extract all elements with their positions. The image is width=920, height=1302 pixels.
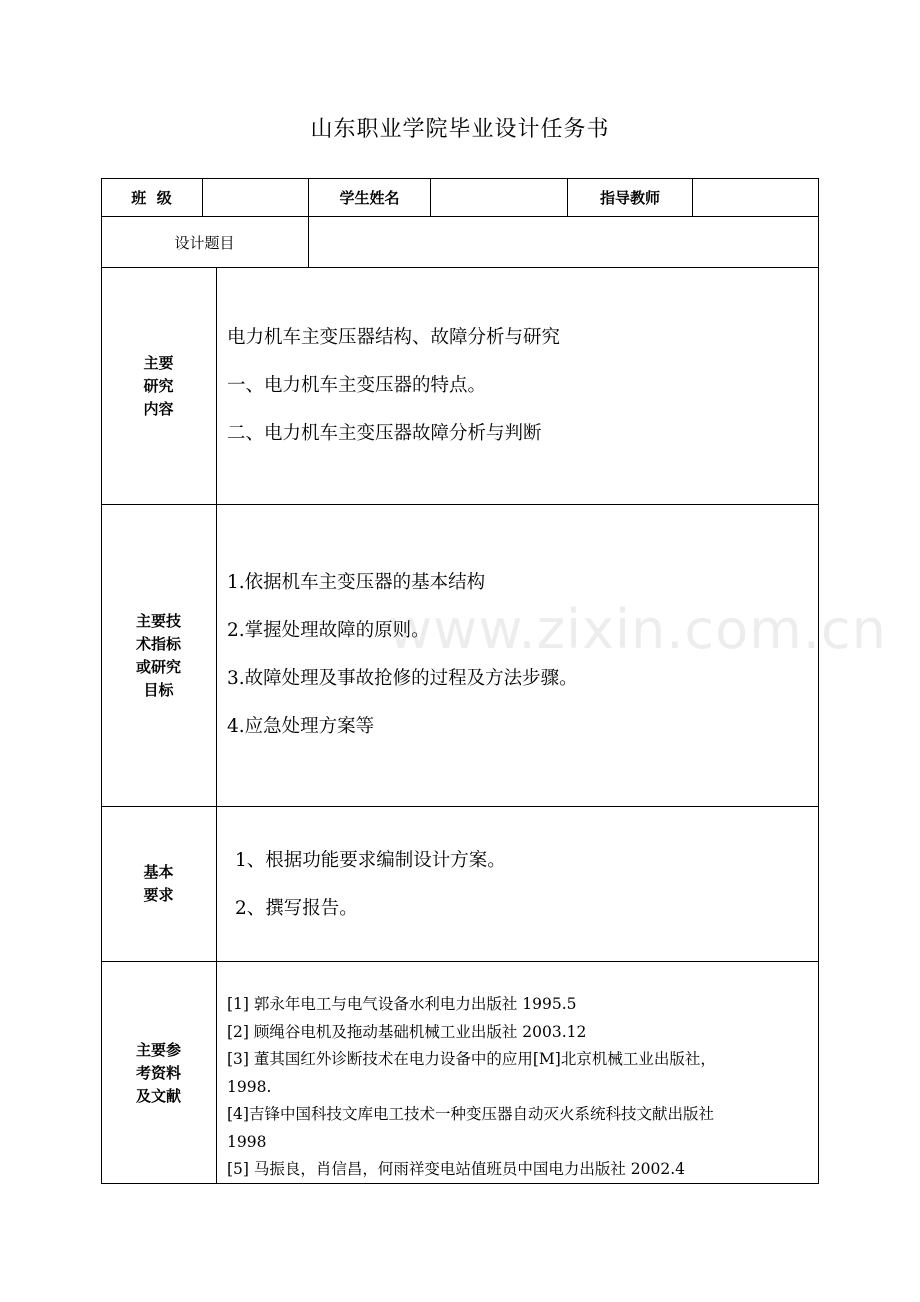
technical-targets-label-line: 术指标 xyxy=(135,634,181,653)
research-content-label-line: 主要 xyxy=(143,353,174,372)
reference-entry: 1998. xyxy=(227,1077,272,1096)
references-label-line: 主要参 xyxy=(135,1040,181,1059)
research-content-label-line: 内容 xyxy=(143,399,174,418)
technical-targets-label-line: 目标 xyxy=(143,680,174,699)
student-name-value[interactable] xyxy=(431,179,567,216)
references-label-line: 及文献 xyxy=(135,1086,181,1105)
research-content-line: 电力机车主变压器结构、故障分析与研究 xyxy=(227,327,561,348)
research-content-line: 二、电力机车主变压器故障分析与判断 xyxy=(227,423,542,444)
reference-entry: 1998 xyxy=(227,1132,267,1151)
research-content-line: 一、电力机车主变压器的特点。 xyxy=(227,375,487,396)
topic-label: 设计题目 xyxy=(174,233,235,252)
class-label: 班 级 xyxy=(131,189,172,207)
research-content-label-line: 研究 xyxy=(143,376,174,395)
topic-value[interactable] xyxy=(309,217,818,267)
technical-targets-body xyxy=(227,505,812,806)
document-title: 山东职业学院毕业设计任务书 xyxy=(310,117,610,142)
watermark-text: www.zixin.com.cn xyxy=(388,598,887,661)
technical-targets-label-line: 主要技 xyxy=(135,611,181,630)
basic-requirements-label-line: 要求 xyxy=(143,886,174,904)
technical-target-line: 1.依据机车主变压器的基本结构 xyxy=(227,572,486,593)
advisor-value[interactable] xyxy=(693,179,818,216)
basic-requirements-label xyxy=(101,807,216,961)
reference-entry: [5] 马振良，肖信昌，何雨祥变电站值班员中国电力出版社 2002.4 xyxy=(227,1160,686,1178)
technical-targets-label-line: 或研究 xyxy=(135,657,181,676)
references-label-line: 考资料 xyxy=(135,1063,181,1082)
reference-entry: [4]吉锋中国科技文库电工技术一种变压器自动灭火系统科技文献出版社 xyxy=(227,1105,714,1123)
technical-target-line: 3.故障处理及事故抢修的过程及方法步骤。 xyxy=(227,668,578,689)
reference-entry: [1] 郭永年电工与电气设备水利电力出版社 1995.5 xyxy=(227,995,577,1013)
technical-target-line: 4.应急处理方案等 xyxy=(227,716,375,737)
basic-requirements-body xyxy=(235,807,812,961)
basic-requirements-label-line: 基本 xyxy=(143,863,174,881)
basic-requirement-line: 1、根据功能要求编制设计方案。 xyxy=(235,850,506,871)
basic-requirement-line: 2、撰写报告。 xyxy=(235,898,358,919)
advisor-label: 指导教师 xyxy=(599,189,660,207)
references-list xyxy=(227,991,817,1184)
reference-entry: [2] 顾绳谷电机及拖动基础机械工业出版社 2003.12 xyxy=(227,1022,587,1041)
references-label xyxy=(101,962,216,1184)
research-content-label xyxy=(101,268,216,504)
reference-entry: [3] 董其国红外诊断技术在电力设备中的应用[M]北京机械工业出版社， xyxy=(227,1050,716,1068)
student-name-label: 学生姓名 xyxy=(339,189,400,207)
technical-target-line: 2.掌握处理故障的原则。 xyxy=(227,620,430,641)
class-value[interactable] xyxy=(203,179,308,216)
technical-targets-label xyxy=(101,505,216,806)
research-content-body xyxy=(227,268,812,504)
col-divider xyxy=(216,267,217,1184)
